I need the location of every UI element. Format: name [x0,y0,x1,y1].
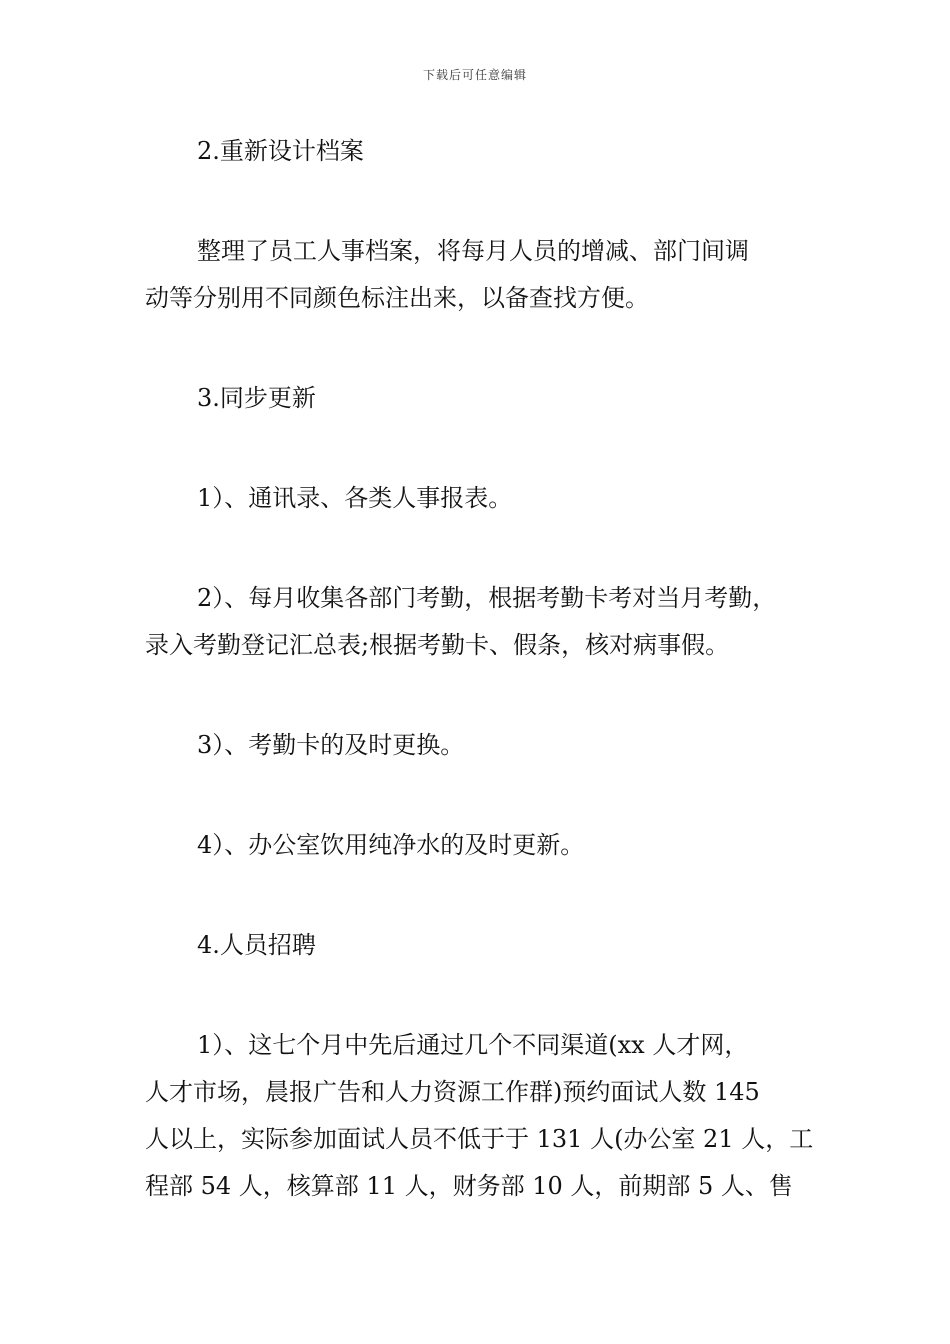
text-line: 程部 54 人，核算部 11 人，财务部 10 人，前期部 5 人、售 [145,1172,793,1200]
text-line: 整理了员工人事档案，将每月人员的增减、部门间调 [197,237,749,265]
text-line: 1）、这七个月中先后通过几个不同渠道(xx 人才网， [197,1031,749,1059]
text-line: 4.人员招聘 [197,931,316,959]
text-line: 1）、通讯录、各类人事报表。 [197,484,513,512]
list-item-4 [145,822,810,869]
paragraph-recruitment-detail [145,1022,814,1210]
document-body [145,128,814,1210]
section-heading-archive [145,128,810,175]
paragraph-archive-detail [145,228,810,322]
text-line: 录入考勤登记汇总表;根据考勤卡、假条，核对病事假。 [145,631,730,659]
list-item-2 [145,575,810,669]
list-item-3 [145,722,810,769]
text-line: 人以上，实际参加面试人员不低于于 131 人(办公室 21 人，工 [145,1125,814,1153]
page-header-note: 下载后可任意编辑 [422,68,527,82]
text-line: 2.重新设计档案 [197,137,364,165]
text-line: 2）、每月收集各部门考勤，根据考勤卡考对当月考勤， [197,584,777,612]
section-heading-recruitment [145,922,810,969]
text-line: 3.同步更新 [197,384,316,412]
text-line: 人才市场，晨报广告和人力资源工作群)预约面试人数 145 [145,1078,760,1106]
list-item-1 [145,475,810,522]
section-heading-sync [145,375,810,422]
text-line: 动等分别用不同颜色标注出来，以备查找方便。 [145,284,649,312]
text-line: 4）、办公室饮用纯净水的及时更新。 [197,831,585,859]
text-line: 3）、考勤卡的及时更换。 [197,731,465,759]
